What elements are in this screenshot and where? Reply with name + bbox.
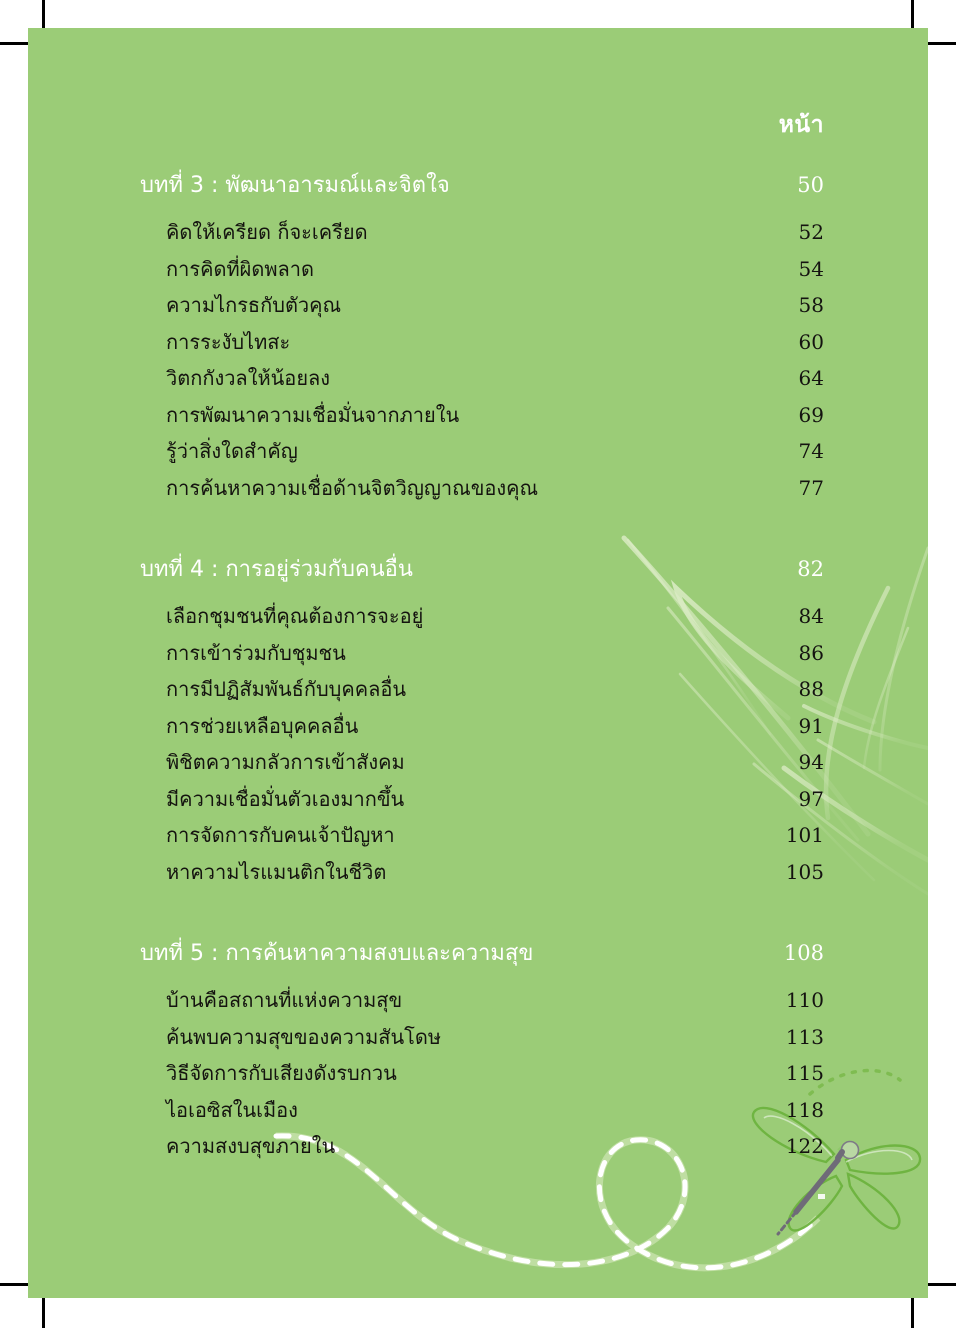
toc-entry[interactable] (140, 675, 824, 703)
toc-entry-page: 94 (798, 750, 824, 774)
toc-entry-title: วิตกกังวลให้น้อยลง (166, 366, 331, 390)
section-spacer (140, 894, 824, 912)
toc-entry[interactable] (140, 639, 824, 667)
toc-entry-title: รู้ว่าสิ่งใดสำคัญ (166, 439, 298, 463)
toc-entry-title: วิธีจัดการกับเสียงดังรบกวน (166, 1061, 397, 1085)
toc-entry[interactable] (140, 328, 824, 356)
toc-entry-page: 105 (785, 859, 824, 884)
toc-entry[interactable] (140, 255, 824, 283)
chapter-heading-row[interactable] (140, 554, 824, 585)
toc-entry-page: 113 (785, 1024, 824, 1049)
chapter-block (140, 938, 824, 1160)
toc-entry[interactable] (140, 748, 824, 776)
toc-entry-title: การระงับไทสะ (166, 329, 291, 354)
chapter-page-number: 108 (783, 941, 824, 965)
toc-entry-title: ไอเอซิสในเมือง (166, 1097, 298, 1122)
toc-entry-page: 115 (785, 1061, 824, 1085)
toc-entry-page: 64 (798, 366, 824, 390)
toc-entry-page: 58 (798, 293, 824, 317)
toc-entry[interactable] (140, 401, 824, 429)
chapter-heading-row[interactable] (140, 938, 824, 969)
section-spacer (140, 510, 824, 528)
toc-entry-title: บ้านคือสถานที่แห่งความสุข (166, 988, 403, 1012)
page-column-header: หน้า (778, 112, 824, 138)
toc-entry-page: 122 (785, 1134, 824, 1158)
toc-entry[interactable] (140, 712, 824, 740)
toc-entry-title: การพัฒนาความเชื่อมั่นจากภายใน (166, 402, 460, 427)
toc-entry[interactable] (140, 364, 824, 392)
toc-entry[interactable] (140, 986, 824, 1014)
toc-entry[interactable] (140, 858, 824, 886)
toc-entry-page: 86 (798, 640, 824, 665)
table-of-contents (140, 110, 824, 1169)
toc-entry-title: การเข้าร่วมกับชุมชน (166, 640, 346, 665)
toc-entry-title: ความไกรธกับตัวคุณ (166, 293, 342, 317)
chapter-title: บทที่ 4 : การอยู่ร่วมกับคนอื่น (140, 557, 413, 582)
toc-entry-page: 74 (798, 439, 824, 463)
toc-entry-title: การมีปฏิสัมพันธ์กับบุคคลอื่น (166, 677, 407, 701)
toc-entry-page: 60 (798, 329, 824, 354)
toc-entry[interactable] (140, 291, 824, 319)
toc-entry[interactable] (140, 1132, 824, 1160)
toc-entry[interactable] (140, 437, 824, 465)
toc-entry-title: การคิดที่ผิดพลาด (166, 256, 314, 281)
toc-entry-title: การค้นหาความเชื่อด้านจิตวิญญาณของคุณ (166, 475, 539, 500)
toc-entry-title: การจัดการกับคนเจ้าปัญหา (166, 823, 395, 847)
toc-entry-page: 97 (798, 786, 824, 811)
toc-entry[interactable] (140, 821, 824, 849)
toc-entry[interactable] (140, 602, 824, 630)
toc-entry[interactable] (140, 785, 824, 813)
toc-entry-page: 52 (798, 220, 824, 244)
toc-entry-title: มีความเชื่อมั่นตัวเองมากขึ้น (166, 786, 405, 811)
toc-entry[interactable] (140, 1059, 824, 1087)
toc-entry[interactable] (140, 474, 824, 502)
toc-entry[interactable] (140, 218, 824, 246)
toc-entry-page: 101 (785, 823, 824, 847)
toc-entry-page: 69 (798, 402, 824, 427)
toc-entry-title: พิชิตความกลัวการเข้าสังคม (166, 750, 405, 774)
toc-entry-page: 88 (798, 677, 824, 701)
toc-entry-title: ค้นพบความสุขของความสันโดษ (166, 1024, 442, 1049)
highlight-speck (818, 1194, 825, 1199)
chapter-heading-row[interactable] (140, 170, 824, 201)
chapter-block (140, 554, 824, 886)
toc-entry-page: 91 (798, 713, 824, 738)
toc-entry-page: 84 (798, 604, 824, 628)
toc-entry-title: เลือกชุมชนที่คุณต้องการจะอยู่ (166, 604, 424, 628)
chapter-title: บทที่ 5 : การค้นหาความสงบและความสุข (140, 941, 534, 966)
toc-entry-page: 54 (798, 256, 824, 281)
chapter-page-number: 50 (797, 173, 824, 197)
toc-entry-title: ความสงบสุขภายใน (166, 1134, 336, 1158)
green-page-sheet (28, 28, 928, 1298)
toc-entry-title: หาความไรแมนติกในชีวิต (166, 859, 387, 884)
chapter-block (140, 170, 824, 502)
toc-entry-page: 110 (785, 988, 824, 1012)
toc-entry-page: 77 (798, 475, 824, 500)
chapter-page-number: 82 (797, 557, 824, 581)
toc-entry[interactable] (140, 1023, 824, 1051)
toc-entry-page: 118 (785, 1097, 824, 1122)
toc-entry-title: การช่วยเหลือบุคคลอื่น (166, 713, 359, 738)
toc-entry-title: คิดให้เครียด ก็จะเครียด (166, 220, 368, 244)
toc-entry[interactable] (140, 1096, 824, 1124)
chapter-title: บทที่ 3 : พัฒนาอารมณ์และจิตใจ (140, 173, 450, 198)
